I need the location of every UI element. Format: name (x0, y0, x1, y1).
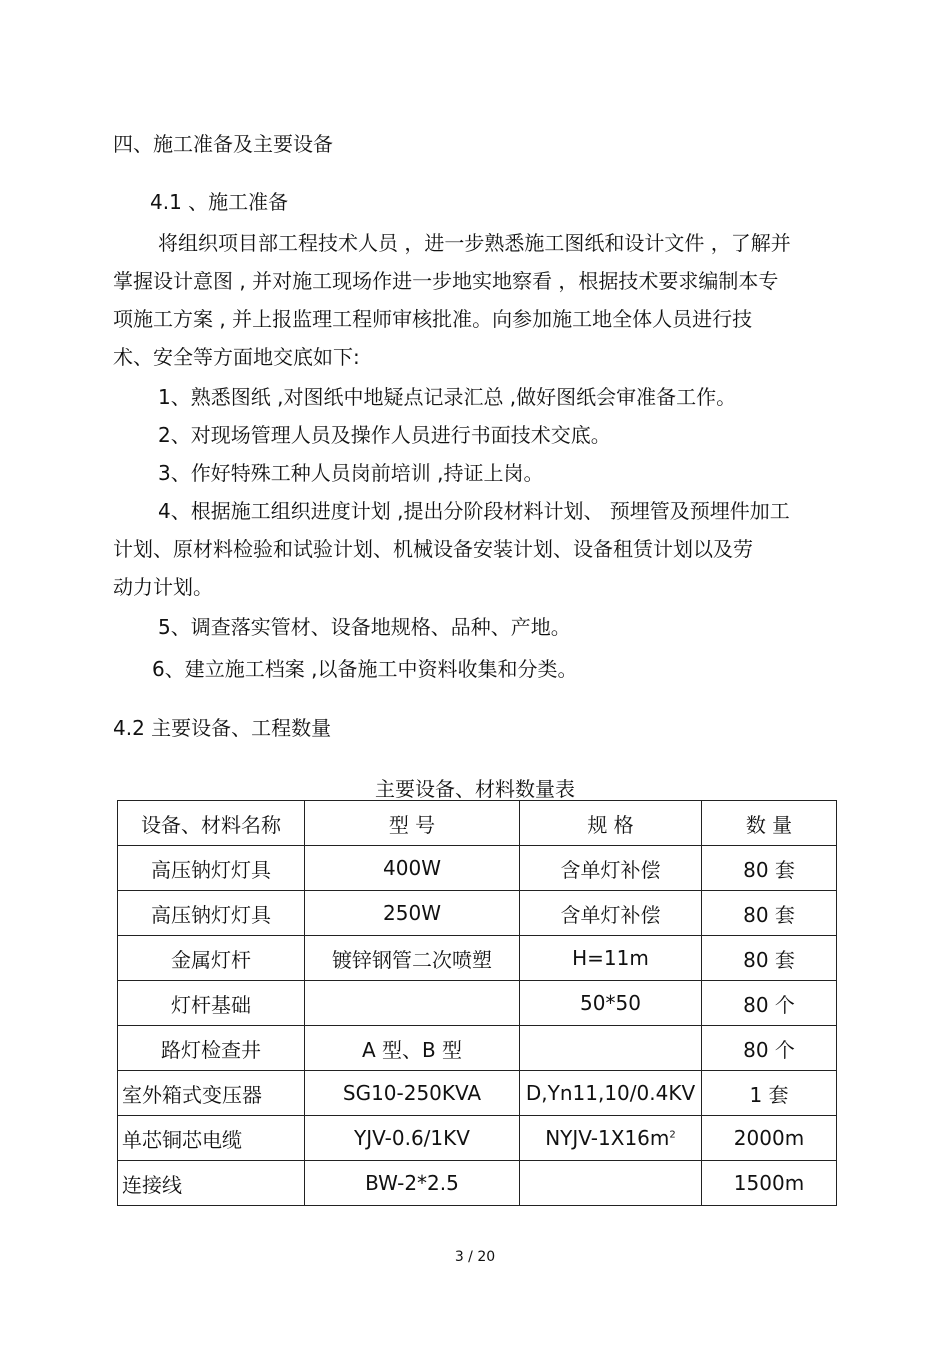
paragraph-line-2: 掌握设计意图 , 并对施工现场作进一步地实地察看 ，根据技术要求编制本专 (113, 269, 779, 293)
header-cell: 型 号 (305, 801, 520, 846)
table-cell (520, 1116, 702, 1161)
table-cell: 高压钠灯灯具 (118, 846, 305, 891)
subsection-4-2-title: 4.2 主要设备、工程数量 (113, 716, 332, 740)
table-row (118, 1026, 837, 1071)
table-cell: 连接线 (118, 1161, 305, 1206)
section-title: 四、施工准备及主要设备 (113, 132, 333, 156)
table-title: 主要设备、材料数量表 (375, 777, 575, 801)
page-number: 3 / 20 (454, 1249, 496, 1265)
table-row (118, 846, 837, 891)
table-cell: 2000m (702, 1116, 837, 1161)
table-cell: YJV-0.6/1KV (305, 1116, 520, 1161)
paragraph-line-4: 术、安全等方面地交底如下: (113, 345, 360, 369)
table-row (118, 981, 837, 1026)
list-item-5: 5、调查落实管材、设备地规格、品种、产地。 (158, 615, 571, 639)
table-cell: 400W (305, 846, 520, 891)
list-item-4-line-3: 动力计划。 (113, 575, 213, 599)
table-cell (305, 981, 520, 1026)
superscript-2: 2 (669, 1129, 676, 1141)
table-row (118, 936, 837, 981)
table-cell: D,Yn11,10/0.4KV (520, 1071, 702, 1116)
table-cell: 路灯检查井 (118, 1026, 305, 1071)
table-cell: 80 个 (702, 1026, 837, 1071)
table-cell: A 型、B 型 (305, 1026, 520, 1071)
list-item-4-line-1: 4、根据施工组织进度计划 ,提出分阶段材料计划、 预埋管及预埋件加工 (158, 499, 790, 523)
list-item-6: 6、建立施工档案 ,以备施工中资料收集和分类。 (152, 657, 578, 681)
table-cell: 室外箱式变压器 (118, 1071, 305, 1116)
list-item-4-line-2: 计划、原材料检验和试验计划、机械设备安装计划、设备租赁计划以及劳 (113, 537, 753, 561)
table-cell: BW-2*2.5 (305, 1161, 520, 1206)
table-cell: 镀锌钢管二次喷塑 (305, 936, 520, 981)
table-cell: 含单灯补偿 (520, 891, 702, 936)
table-cell: 金属灯杆 (118, 936, 305, 981)
table-cell: 80 个 (702, 981, 837, 1026)
table-cell: 80 套 (702, 936, 837, 981)
list-item-1: 1、熟悉图纸 ,对图纸中地疑点记录汇总 ,做好图纸会审准备工作。 (158, 385, 737, 409)
table-row (118, 891, 837, 936)
table-cell: 80 套 (702, 891, 837, 936)
subsection-4-1-title: 4.1 、施工准备 (150, 190, 289, 214)
table-cell: 含单灯补偿 (520, 846, 702, 891)
table-cell: 高压钠灯灯具 (118, 891, 305, 936)
list-item-3: 3、作好特殊工种人员岗前培训 ,持证上岗。 (158, 461, 544, 485)
header-cell: 数 量 (702, 801, 837, 846)
table-cell: 灯杆基础 (118, 981, 305, 1026)
header-cell: 规 格 (520, 801, 702, 846)
table-cell: 250W (305, 891, 520, 936)
equipment-table (117, 800, 837, 1206)
table-cell (520, 1161, 702, 1206)
paragraph-line-1: 将组织项目部工程技术人员 ，进一步熟悉施工图纸和设计文件 ，了解并 (158, 231, 791, 255)
table-cell (520, 1026, 702, 1071)
table-cell: SG10-250KVA (305, 1071, 520, 1116)
table-cell: 1 套 (702, 1071, 837, 1116)
table-cell: 80 套 (702, 846, 837, 891)
table-cell: H=11m (520, 936, 702, 981)
table-cell: 50*50 (520, 981, 702, 1026)
table-cell: 1500m (702, 1161, 837, 1206)
table-cell: 单芯铜芯电缆 (118, 1116, 305, 1161)
table-header-row (118, 801, 837, 846)
list-item-2: 2、对现场管理人员及操作人员进行书面技术交底。 (158, 423, 611, 447)
table-row (118, 1071, 837, 1116)
header-cell: 设备、材料名称 (118, 801, 305, 846)
table-row (118, 1116, 837, 1161)
paragraph-line-3: 项施工方案 , 并上报监理工程师审核批准。向参加施工地全体人员进行技 (113, 307, 753, 331)
table-row (118, 1161, 837, 1206)
cable-spec-text: NYJV-1X16m (545, 1126, 670, 1150)
